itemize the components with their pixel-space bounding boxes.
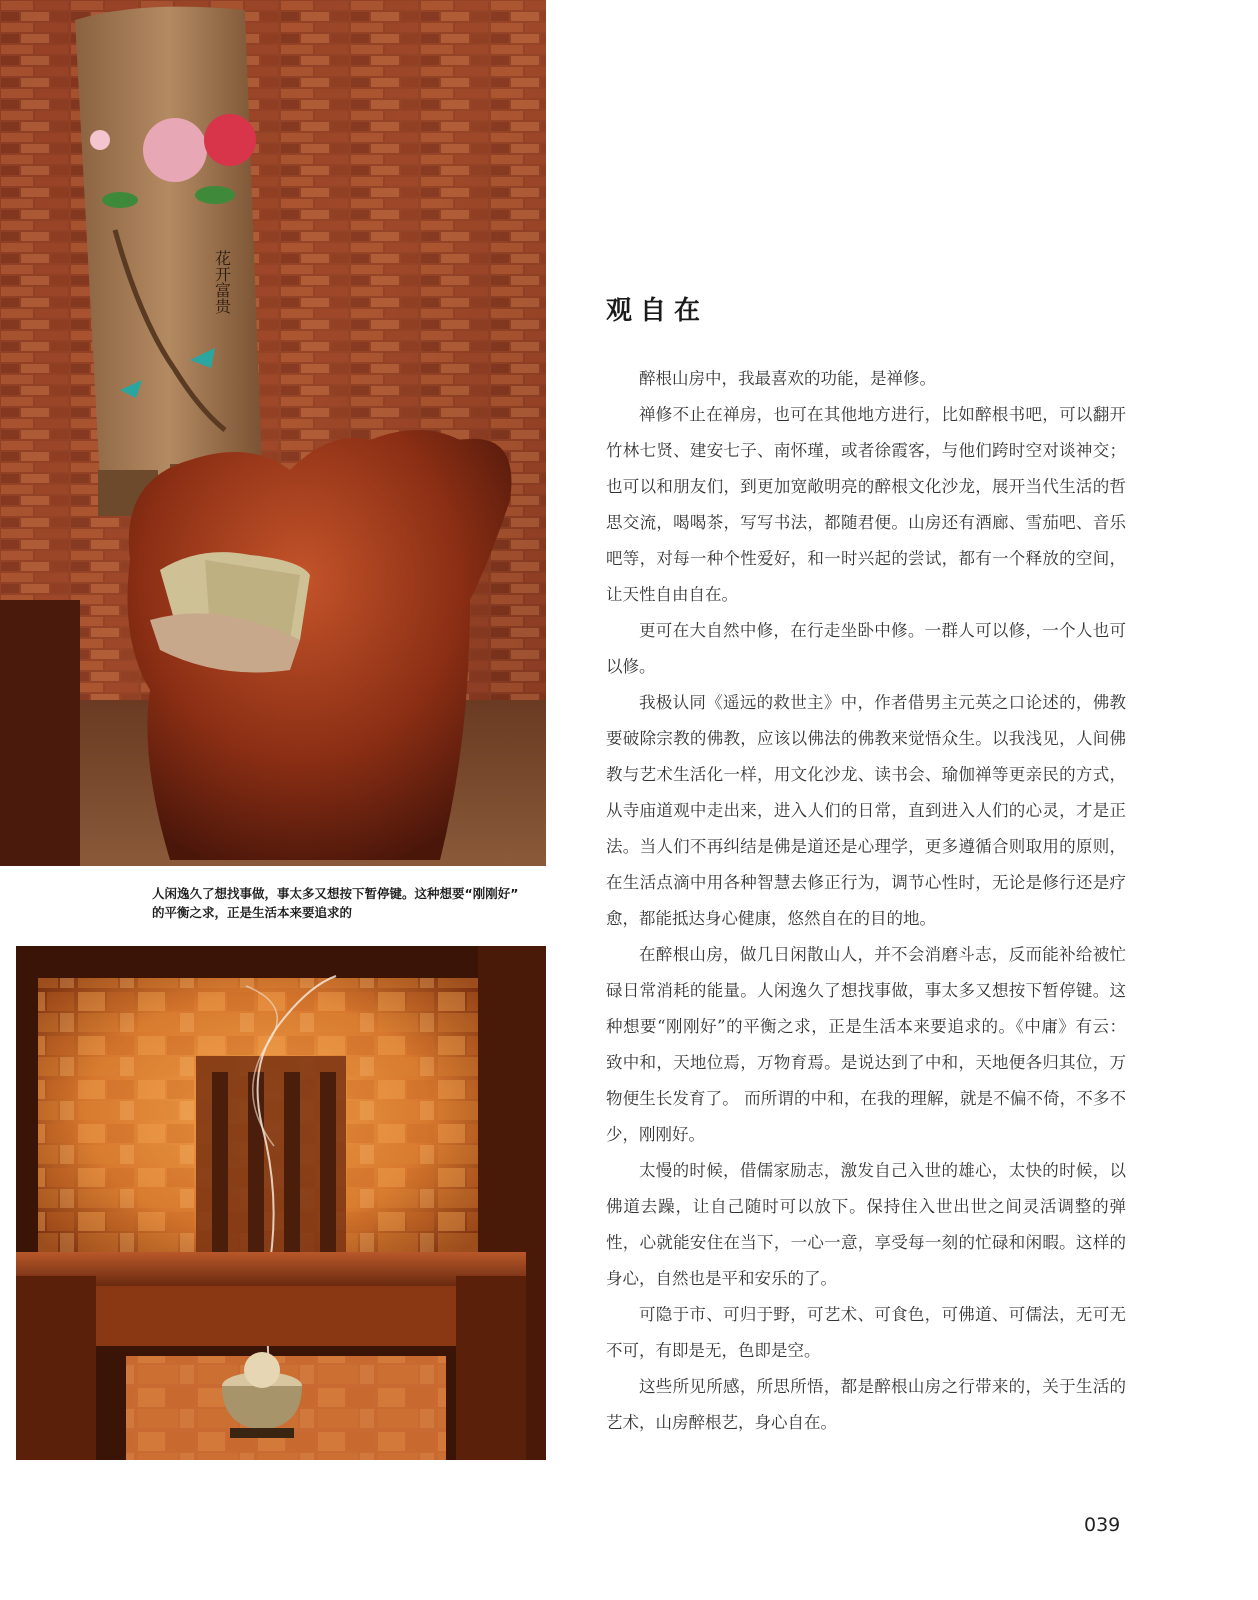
photo-root-chair: [0, 0, 546, 866]
article-paragraph: 在醉根山房，做几日闲散山人，并不会消磨斗志，反而能补给被忙碌日常消耗的能量。人闲逸久了想找事做，事太多又想按下暂停键。这种想要“刚刚好”的平衡之求，正是生活本来要追求的。《中庸》有云：致中和，天地位焉，万物育焉。是说达到了中和，天地便各归其位，万物便生长发育了。 而所谓的中和，在我的理解，就是不偏不倚，不多不少，刚刚好。: [606, 945, 1126, 1144]
article-paragraph: 更可在大自然中修，在行走坐卧中修。一群人可以修，一个人也可以修。: [606, 621, 1126, 676]
photo-caption: [152, 884, 542, 922]
article-paragraph: 我极认同《遥远的救世主》中，作者借男主元英之口论述的，佛教要破除宗教的佛教，应该以佛法的佛教来觉悟众生。以我浅见，人间佛教与艺术生活化一样，用文化沙龙、读书会、瑜伽禅等更亲民的方式，从寺庙道观中走出来，进入人们的日常，直到进入人们的心灵，才是正法。当人们不再纠结是佛是道还是心理学，更多遵循合则取用的原则，在生活点滴中用各种智慧去修正行为，调节心性时，无论是修行还是疗愈，都能抵达身心健康，悠然自在的目的地。: [606, 693, 1126, 928]
article-paragraph: 禅修不止在禅房，也可在其他地方进行，比如醉根书吧，可以翻开竹林七贤、建安七子、南怀瑾，或者徐霞客，与他们跨时空对谈神交；也可以和朋友们，到更加宽敞明亮的醉根文化沙龙，展开当代生活的哲思交流，喝喝茶，写写书法，都随君便。山房还有酒廊、雪茄吧、音乐吧等，对每一种个性爱好，和一时兴起的尝试，都有一个释放的空间，让天性自由自在。: [606, 405, 1126, 604]
photo-incense-table: [16, 946, 546, 1460]
article-paragraph: 这些所见所感，所思所悟，都是醉根山房之行带来的，关于生活的艺术，山房醉根艺，身心自在。: [606, 1377, 1126, 1432]
article-paragraph: 可隐于市、可归于野，可艺术、可食色，可佛道、可儒法，无可无不可，有即是无，色即是空。: [606, 1305, 1126, 1360]
caption-line-1: 人闲逸久了想找事做，事太多又想按下暂停键。这种想要“刚刚好”: [152, 886, 519, 901]
article: [606, 290, 1126, 1441]
signboard-calligraphy: 花开富贵: [212, 250, 232, 314]
caption-line-2: 的平衡之求，正是生活本来要追求的: [152, 905, 353, 920]
page-number: 039: [1084, 1514, 1121, 1536]
article-paragraph: 太慢的时候，借儒家励志，激发自己入世的雄心，太快的时候，以佛道去躁，让自己随时可以放下。保持住入世出世之间灵活调整的弹性，心就能安住在当下，一心一意，享受每一刻的忙碌和闲暇。这样的身心，自然也是平和安乐的了。: [606, 1161, 1126, 1288]
article-paragraph: 醉根山房中，我最喜欢的功能，是禅修。: [639, 369, 936, 388]
article-title: 观自在: [606, 296, 709, 326]
